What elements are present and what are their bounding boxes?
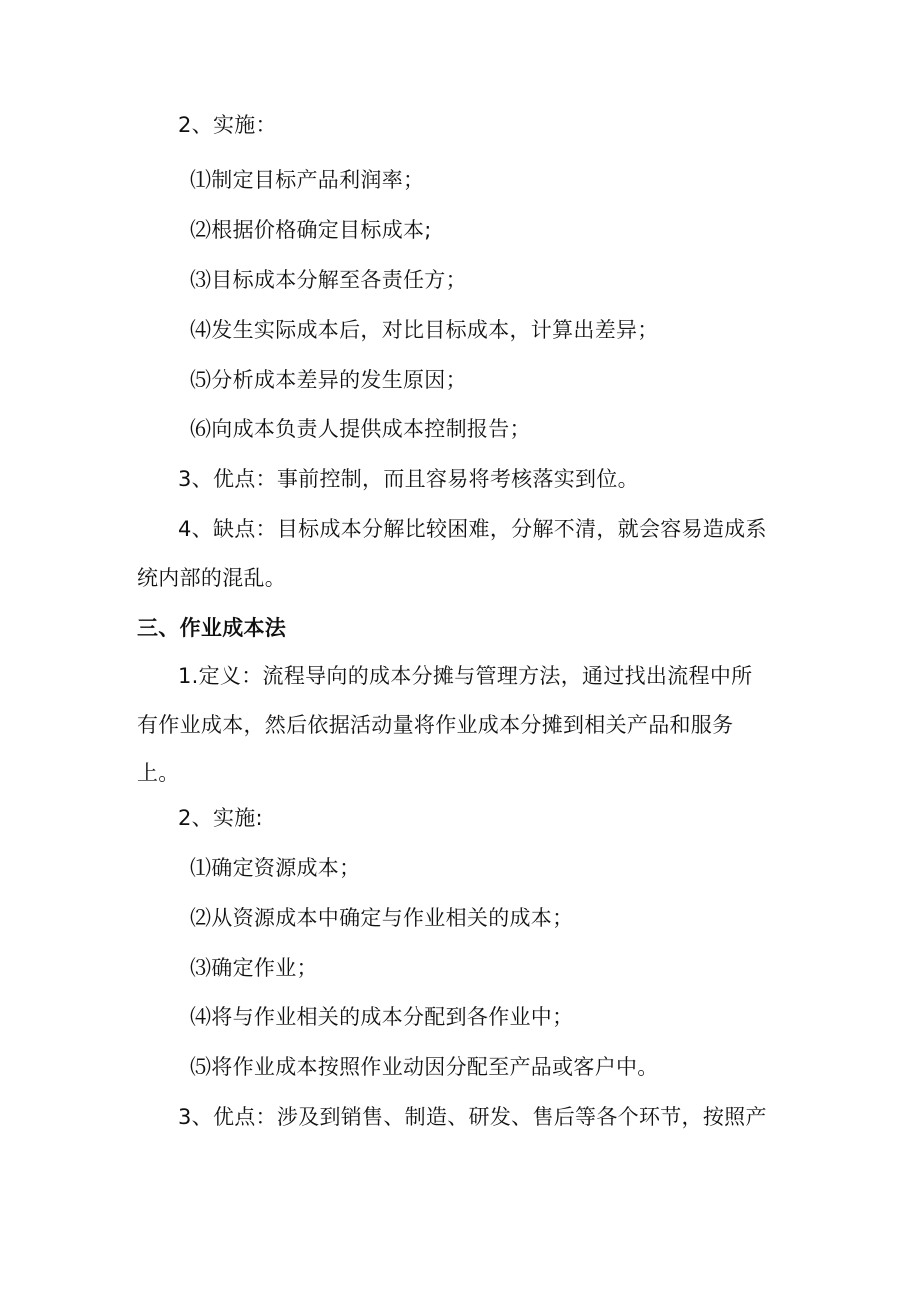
abc-step-4: ⑷将与作业相关的成本分配到各作业中； <box>190 1005 574 1029</box>
implementation-step-6: ⑹向成本负责人提供成本控制报告； <box>190 417 531 441</box>
abc-step-5: ⑸将作业成本按照作业动因分配至产品或客户中。 <box>190 1055 659 1079</box>
abc-step-2: ⑵从资源成本中确定与作业相关的成本； <box>190 906 574 930</box>
abc-step-1: ⑴确定资源成本； <box>190 856 361 880</box>
implementation-step-3: ⑶目标成本分解至各责任方； <box>190 268 467 292</box>
implementation-step-2: ⑵根据价格确定目标成本; <box>190 218 432 242</box>
section-3-implementation-heading: 2、实施: <box>178 806 263 830</box>
abc-advantages-paragraph: 3、优点：涉及到销售、制造、研发、售后等各个环节，按照产 <box>178 1105 767 1129</box>
abc-step-3: ⑶确定作业； <box>190 956 318 980</box>
implementation-step-5: ⑸分析成本差异的发生原因； <box>190 368 467 392</box>
advantages-paragraph: 3、优点：事前控制，而且容易将考核落实到位。 <box>178 467 639 491</box>
section-3-heading: 三、作业成本法 <box>137 616 287 640</box>
section-2-implementation-heading: 2、实施： <box>178 113 277 137</box>
implementation-step-1: ⑴制定目标产品利润率； <box>190 168 425 192</box>
definition-paragraph-line-1: 1.定义：流程导向的成本分摊与管理方法，通过找出流程中所 <box>178 664 753 688</box>
definition-paragraph-line-2: 有作业成本，然后依据活动量将作业成本分摊到相关产品和服务 <box>137 713 734 737</box>
disadvantages-paragraph-line-2: 统内部的混乱。 <box>137 566 287 590</box>
implementation-step-4: ⑷发生实际成本后，对比目标成本，计算出差异； <box>190 318 659 342</box>
definition-paragraph-line-3: 上。 <box>137 761 180 785</box>
disadvantages-paragraph-line-1: 4、缺点：目标成本分解比较困难，分解不清，就会容易造成系 <box>178 517 767 541</box>
